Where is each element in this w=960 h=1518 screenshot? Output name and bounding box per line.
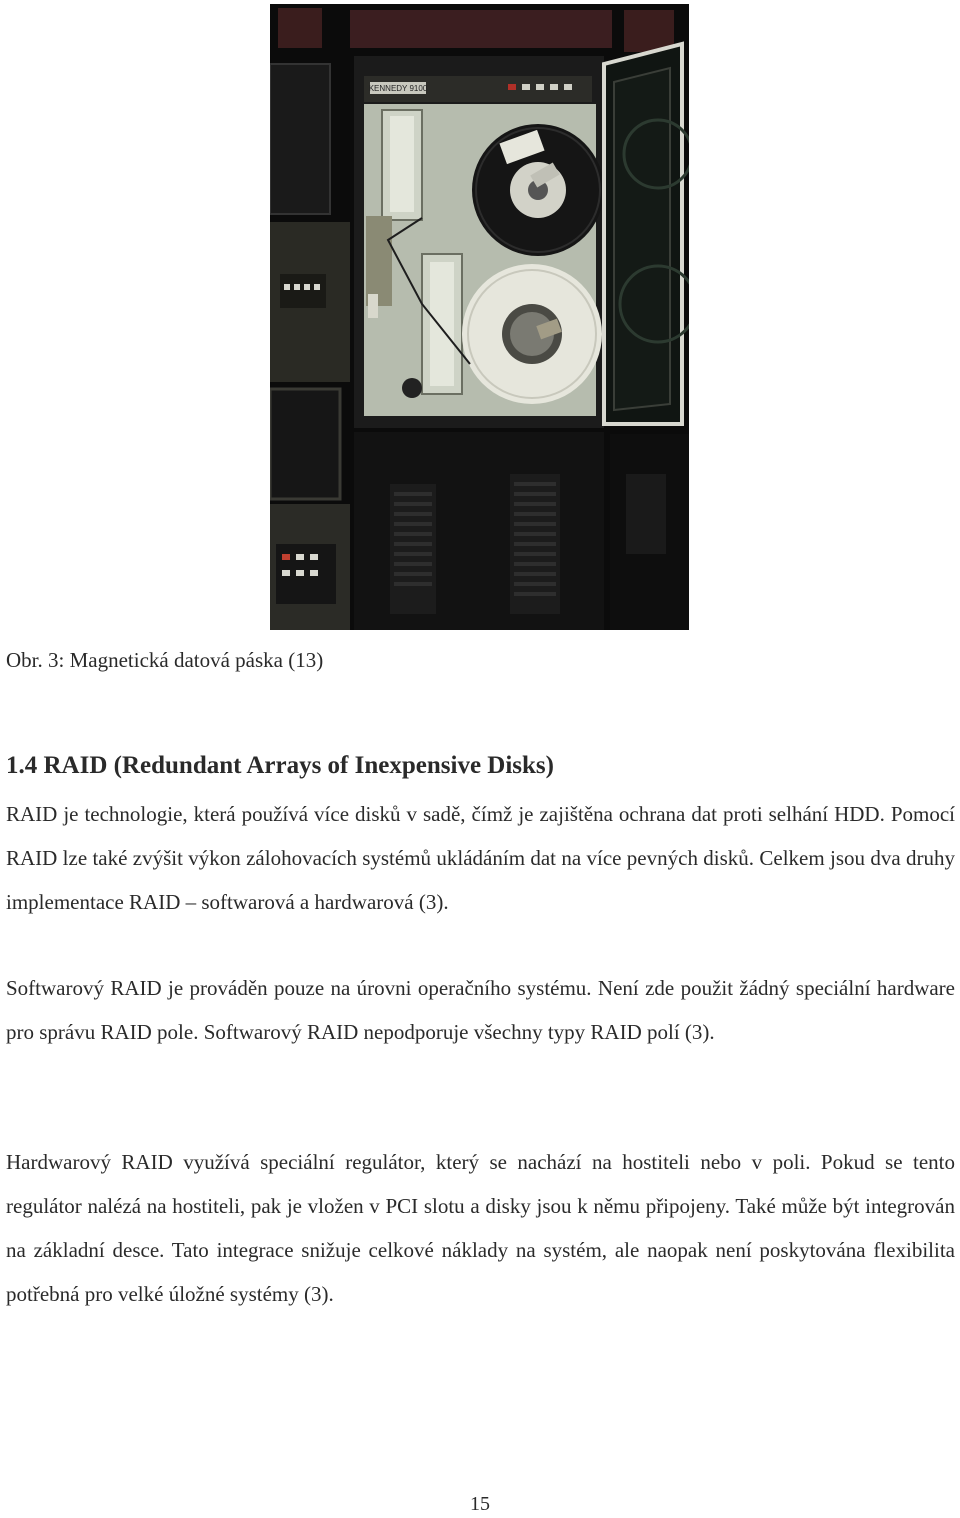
paragraph: RAID je technologie, která používá více disků v sadě, čímž je zajištěna ochrana dat proti selhání HDD. Pomocí RAID lze také zvýšit výkon zálohovacích systémů ukládáním dat na více pevných disků. Celkem jsou dva druhy implementace RAID – softwarová a hardwarová (3). [6, 802, 955, 914]
tape-drive-photo [270, 4, 689, 630]
paragraph: Softwarový RAID je prováděn pouze na úrovni operačního systému. Není zde použit žádný speciální hardware pro správu RAID pole. Softwarový RAID nepodporuje všechny typy RAID polí (3). [6, 976, 955, 1044]
drive-brand-label: KENNEDY 9100 [368, 84, 428, 93]
figure-caption: Obr. 3: Magnetická datová páska (13) [6, 648, 324, 672]
page-number: 15 [470, 1493, 490, 1515]
section-heading: 1.4 RAID (Redundant Arrays of Inexpensive Disks) [6, 752, 554, 779]
paragraph: Hardwarový RAID využívá speciální regulátor, který se nachází na hostiteli nebo v poli. Pokud se tento regulátor nalézá na hostiteli, pak je vložen v PCI slotu a disky jsou k němu připojeny. Také může být integrován na základní desce. Tato integrace snižuje celkové náklady na systém, ale naopak není poskytována flexibilita potřebná pro velké úložné systémy (3). [6, 1150, 955, 1306]
